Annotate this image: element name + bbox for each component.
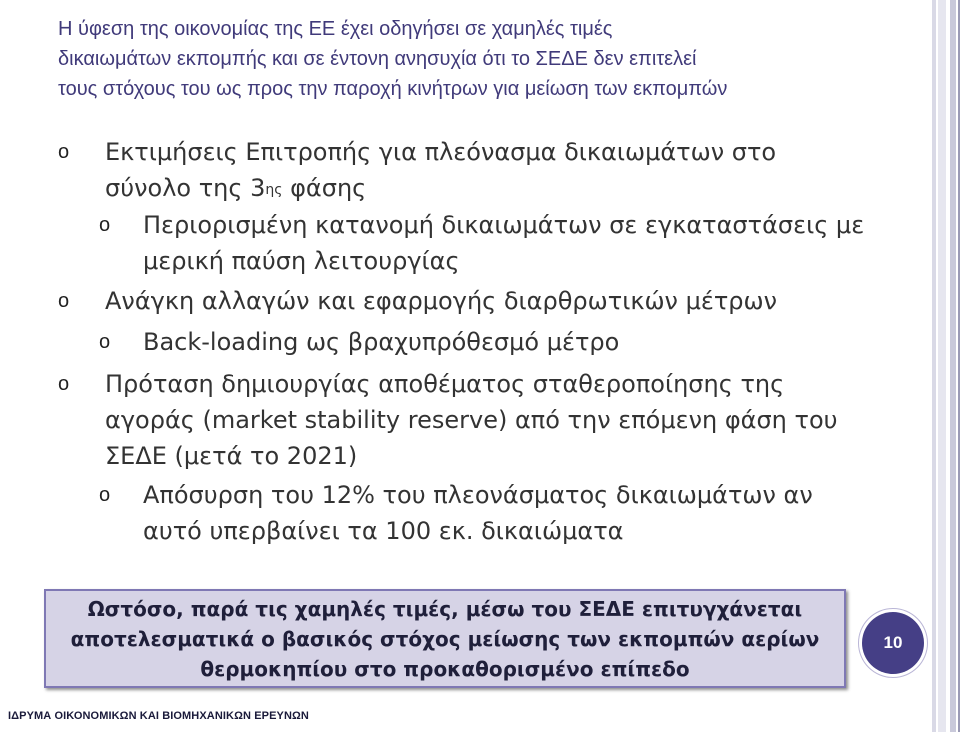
bullet-line: Περιορισμένη κατανομή δικαιωμάτων σε εγκαταστάσεις με — [143, 211, 865, 239]
bullet-line: Απόσυρση του 12% του πλεονάσματος δικαιωμάτων αν — [143, 481, 813, 509]
title-line: τους στόχους του ως προς την παροχή κινήτρων για μείωση των εκπομπών — [58, 78, 728, 100]
bullet-marker: o — [99, 484, 111, 506]
bullet-line: ΣΕΔΕ (μετά το 2021) — [105, 442, 358, 470]
bullet-line-text: σύνολο της 3 — [105, 174, 266, 202]
bullet-line: Ανάγκη αλλαγών και εφαρμογής διαρθρωτικών μέτρων — [105, 287, 778, 315]
footer-organization: ΙΔΡΥΜΑ ΟΙΚΟΝΟΜΙΚΩΝ ΚΑΙ ΒΙΟΜΗΧΑΝΙΚΩΝ ΕΡΕΥΝΩΝ — [8, 710, 309, 722]
page-number-badge: 10 — [862, 612, 924, 674]
bullet-text — [105, 283, 865, 319]
bullet-text — [143, 207, 863, 279]
callout-line: Ωστόσο, παρά τις χαμηλές τιμές, μέσω του ΣΕΔΕ επιτυγχάνεται — [87, 596, 803, 621]
bullet-line: Back-loading ως βραχυπρόθεσμό μέτρο — [143, 328, 620, 356]
title-line: Η ύφεση της οικονομίας της ΕΕ έχει οδηγήσει σε χαμηλές τιμές — [58, 18, 613, 40]
bullet-line — [105, 170, 865, 206]
conclusion-callout-box — [44, 589, 846, 688]
bullet-line: Πρόταση δημιουργίας αποθέματος σταθεροποίησης της — [105, 370, 785, 398]
bullet-line: Εκτιμήσεις Επιτροπής για πλεόνασμα δικαιωμάτων στο — [105, 138, 777, 166]
bullet-text — [105, 134, 865, 206]
bullet-text — [143, 477, 863, 549]
bullet-marker: o — [58, 373, 70, 395]
callout-line: θερμοκηπίου στο προκαθορισμένο επίπεδο — [200, 656, 690, 681]
superscript: ης — [265, 182, 283, 198]
bullet-text — [143, 324, 863, 360]
bullet-marker: o — [58, 290, 70, 312]
bullet-line-text: φάσης — [282, 174, 367, 202]
bullet-marker: o — [99, 331, 111, 353]
bullet-line: αγοράς (market stability reserve) από την επόμενη φάση του — [105, 406, 838, 434]
callout-line: αποτελεσματικά ο βασικός στόχος μείωσης των εκπομπών αερίων — [70, 626, 820, 651]
bullet-text — [105, 366, 865, 474]
bullet-marker: o — [58, 141, 70, 163]
bullet-line: μερική παύση λειτουργίας — [143, 247, 460, 275]
bullet-line: αυτό υπερβαίνει τα 100 εκ. δικαιώματα — [143, 517, 624, 545]
title-line: δικαιωμάτων εκπομπής και σε έντονη ανησυχία ότι το ΣΕΔΕ δεν επιτελεί — [58, 48, 697, 70]
bullet-marker: o — [99, 214, 111, 236]
